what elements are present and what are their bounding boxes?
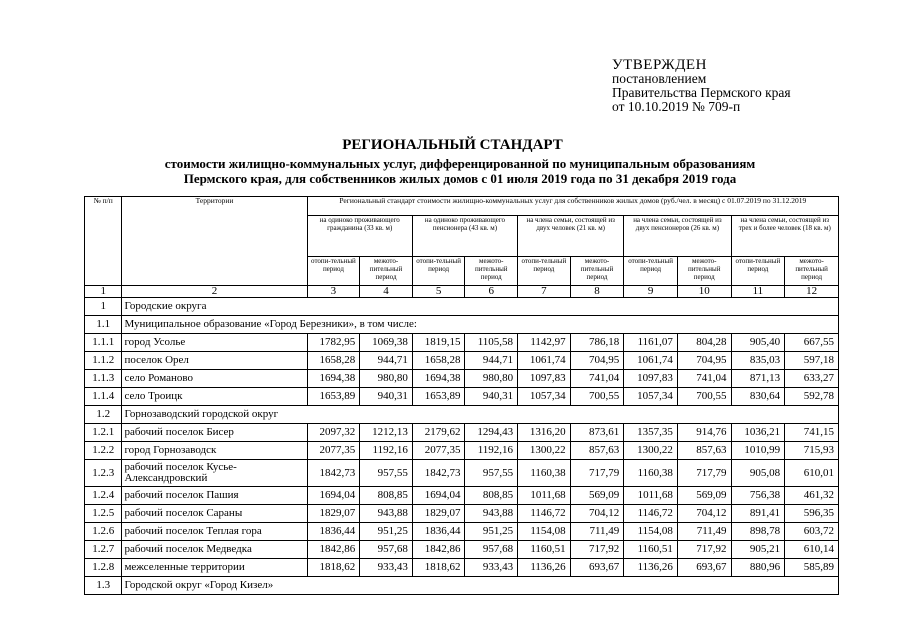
- table-row: [85, 370, 839, 388]
- cost-value: 980,80: [360, 370, 413, 388]
- cost-value: 943,88: [465, 505, 518, 523]
- cost-value: 569,09: [677, 487, 731, 505]
- territory-name: поселок Орел: [122, 352, 307, 370]
- cost-value: 857,63: [677, 442, 731, 460]
- row-number: 1.2.8: [85, 559, 122, 577]
- row-number: 1.1.4: [85, 388, 122, 406]
- cost-value: 1842,73: [412, 460, 465, 487]
- cost-value: 596,35: [785, 505, 839, 523]
- cost-value: 1061,74: [624, 352, 678, 370]
- cost-value: 1192,16: [360, 442, 413, 460]
- table-row: [85, 334, 839, 352]
- cost-value: 1357,35: [624, 424, 678, 442]
- subtitle-line-2: Пермского края, для собственников жилых домов с 01 июля 2019 года по 31 декабря 2019 года: [183, 171, 737, 186]
- row-number: 1.2.7: [85, 541, 122, 559]
- nonheating-period-header: межото-пительный период: [785, 257, 839, 286]
- cost-value: 1836,44: [307, 523, 360, 541]
- cost-value: 871,13: [731, 370, 785, 388]
- territory-name: рабочий поселок Медведка: [122, 541, 307, 559]
- row-number: 1.2.3: [85, 460, 122, 487]
- cost-value: 1842,73: [307, 460, 360, 487]
- row-number: 1: [85, 298, 122, 316]
- cost-value: 891,41: [731, 505, 785, 523]
- cost-value: 1136,26: [518, 559, 571, 577]
- column-number: 3: [307, 286, 360, 298]
- column-number: 9: [624, 286, 678, 298]
- cost-value: 1842,86: [307, 541, 360, 559]
- heating-period-header: отопи-тельный период: [731, 257, 785, 286]
- cost-value: 1154,08: [624, 523, 678, 541]
- cost-value: 1036,21: [731, 424, 785, 442]
- cost-value: 717,92: [570, 541, 624, 559]
- approval-block: [612, 58, 872, 114]
- section-row: [85, 298, 839, 316]
- cost-value: 1160,51: [518, 541, 571, 559]
- cost-value: 2097,32: [307, 424, 360, 442]
- cost-value: 704,12: [677, 505, 731, 523]
- cost-value: 1694,38: [307, 370, 360, 388]
- cost-value: 704,95: [677, 352, 731, 370]
- header-group-1: на одиноко проживающего гражданина (33 кв. м): [307, 216, 412, 257]
- territory-name: Городские округа: [122, 298, 839, 316]
- row-number: 1.2.6: [85, 523, 122, 541]
- cost-value: 2179,62: [412, 424, 465, 442]
- subtitle-line-1: стоимости жилищно-коммунальных услуг, дифференцированной по муниципальным образованиям: [164, 156, 756, 171]
- heating-period-header: отопи-тельный период: [518, 257, 571, 286]
- row-number: 1.2.4: [85, 487, 122, 505]
- cost-value: 1057,34: [624, 388, 678, 406]
- column-number: 2: [122, 286, 307, 298]
- header-group-3: на члена семьи, состоящей из двух человек (21 кв. м): [518, 216, 624, 257]
- cost-value: 808,85: [360, 487, 413, 505]
- cost-value: 933,43: [360, 559, 413, 577]
- cost-value: 786,18: [570, 334, 624, 352]
- cost-value: 1069,38: [360, 334, 413, 352]
- section-row: [85, 577, 839, 595]
- approval-line-3: от 10.10.2019 № 709-п: [612, 99, 741, 114]
- cost-value: 741,15: [785, 424, 839, 442]
- section-row: [85, 406, 839, 424]
- territory-name: рабочий поселок Бисер: [122, 424, 307, 442]
- cost-value: 957,55: [465, 460, 518, 487]
- cost-value: 1300,22: [518, 442, 571, 460]
- row-number: 1.1.3: [85, 370, 122, 388]
- cost-value: 1136,26: [624, 559, 678, 577]
- cost-value: 569,09: [570, 487, 624, 505]
- table-row: [85, 460, 839, 487]
- cost-value: 951,25: [360, 523, 413, 541]
- column-number: 8: [570, 286, 624, 298]
- territory-name: Горнозаводский городской округ: [122, 406, 839, 424]
- table-row: [85, 487, 839, 505]
- cost-value: 756,38: [731, 487, 785, 505]
- header-territory: Территории: [122, 197, 307, 286]
- table-row: [85, 559, 839, 577]
- cost-value: 1836,44: [412, 523, 465, 541]
- document-subtitle: [60, 156, 860, 186]
- section-row: [85, 316, 839, 334]
- heating-period-header: отопи-тельный период: [307, 257, 360, 286]
- row-number: 1.3: [85, 577, 122, 595]
- cost-value: 1818,62: [412, 559, 465, 577]
- cost-value: 2077,35: [412, 442, 465, 460]
- cost-value: 1829,07: [307, 505, 360, 523]
- column-number: 12: [785, 286, 839, 298]
- cost-value: 940,31: [360, 388, 413, 406]
- cost-value: 1694,04: [307, 487, 360, 505]
- cost-value: 951,25: [465, 523, 518, 541]
- column-number: 5: [412, 286, 465, 298]
- cost-value: 1316,20: [518, 424, 571, 442]
- heating-period-header: отопи-тельный период: [412, 257, 465, 286]
- cost-value: 905,40: [731, 334, 785, 352]
- approval-line-1: постановлением: [612, 71, 707, 86]
- territory-name: рабочий поселок Кусье-Александровский: [122, 460, 307, 487]
- row-number: 1.2.2: [85, 442, 122, 460]
- cost-value: 667,55: [785, 334, 839, 352]
- cost-value: 1011,68: [518, 487, 571, 505]
- table-row: [85, 424, 839, 442]
- cost-value: 1154,08: [518, 523, 571, 541]
- header-no: № п/п: [85, 197, 122, 286]
- cost-value: 905,21: [731, 541, 785, 559]
- cost-value: 957,68: [465, 541, 518, 559]
- cost-value: 1819,15: [412, 334, 465, 352]
- row-number: 1.1.2: [85, 352, 122, 370]
- header-group-2: на одиноко проживающего пенсионера (43 кв. м): [412, 216, 517, 257]
- cost-value: 1146,72: [518, 505, 571, 523]
- cost-value: 933,43: [465, 559, 518, 577]
- cost-value: 700,55: [677, 388, 731, 406]
- cost-value: 957,55: [360, 460, 413, 487]
- cost-value: 1161,07: [624, 334, 678, 352]
- cost-value: 944,71: [465, 352, 518, 370]
- table-row: [85, 505, 839, 523]
- nonheating-period-header: межото-пительный период: [677, 257, 731, 286]
- column-number: 11: [731, 286, 785, 298]
- column-number: 7: [518, 286, 571, 298]
- cost-value: 857,63: [570, 442, 624, 460]
- table-row: [85, 388, 839, 406]
- cost-value: 830,64: [731, 388, 785, 406]
- cost-value: 957,68: [360, 541, 413, 559]
- cost-value: 1300,22: [624, 442, 678, 460]
- territory-name: межселенные территории: [122, 559, 307, 577]
- cost-value: 1829,07: [412, 505, 465, 523]
- cost-value: 741,04: [570, 370, 624, 388]
- cost-value: 711,49: [570, 523, 624, 541]
- cost-value: 1011,68: [624, 487, 678, 505]
- cost-value: 944,71: [360, 352, 413, 370]
- cost-value: 1782,95: [307, 334, 360, 352]
- cost-value: 808,85: [465, 487, 518, 505]
- document-title: РЕГИОНАЛЬНЫЙ СТАНДАРТ: [342, 137, 563, 153]
- cost-value: 1653,89: [412, 388, 465, 406]
- cost-value: 2077,35: [307, 442, 360, 460]
- cost-value: 905,08: [731, 460, 785, 487]
- cost-value: 633,27: [785, 370, 839, 388]
- table-row: [85, 352, 839, 370]
- cost-value: 693,67: [677, 559, 731, 577]
- cost-value: 1160,51: [624, 541, 678, 559]
- approval-heading: УТВЕРЖДЕН: [612, 57, 707, 73]
- cost-value: 461,32: [785, 487, 839, 505]
- table-row: [85, 442, 839, 460]
- cost-value: 835,03: [731, 352, 785, 370]
- cost-value: 603,72: [785, 523, 839, 541]
- cost-value: 940,31: [465, 388, 518, 406]
- cost-value: 943,88: [360, 505, 413, 523]
- cost-value: 1653,89: [307, 388, 360, 406]
- territory-name: город Горнозаводск: [122, 442, 307, 460]
- header-standard-group: Региональный стандарт стоимости жилищно-коммунальных услуг для собственников жилых домов (руб./чел. в месяц) с 01.07.2019 по 31.12.2019: [307, 197, 838, 216]
- cost-value: 610,01: [785, 460, 839, 487]
- territory-name: рабочий поселок Сараны: [122, 505, 307, 523]
- territory-name: Муниципальное образование «Город Березники», в том числе:: [122, 316, 839, 334]
- cost-value: 873,61: [570, 424, 624, 442]
- cost-value: 1142,97: [518, 334, 571, 352]
- territory-name: Городской округ «Город Кизел»: [122, 577, 839, 595]
- row-number: 1.1.1: [85, 334, 122, 352]
- cost-value: 1694,38: [412, 370, 465, 388]
- nonheating-period-header: межото-пительный период: [465, 257, 518, 286]
- cost-value: 898,78: [731, 523, 785, 541]
- cost-value: 980,80: [465, 370, 518, 388]
- cost-value: 597,18: [785, 352, 839, 370]
- cost-value: 1212,13: [360, 424, 413, 442]
- column-number: 6: [465, 286, 518, 298]
- heating-period-header: отопи-тельный период: [624, 257, 678, 286]
- column-number: 4: [360, 286, 413, 298]
- cost-value: 585,89: [785, 559, 839, 577]
- cost-value: 693,67: [570, 559, 624, 577]
- row-number: 1.2.1: [85, 424, 122, 442]
- cost-value: 717,92: [677, 541, 731, 559]
- column-number: 10: [677, 286, 731, 298]
- cost-value: 717,79: [570, 460, 624, 487]
- territory-name: село Романово: [122, 370, 307, 388]
- cost-value: 1057,34: [518, 388, 571, 406]
- cost-value: 1160,38: [624, 460, 678, 487]
- cost-value: 1818,62: [307, 559, 360, 577]
- territory-name: рабочий поселок Теплая гора: [122, 523, 307, 541]
- cost-value: 880,96: [731, 559, 785, 577]
- cost-value: 1105,58: [465, 334, 518, 352]
- row-number: 1.2.5: [85, 505, 122, 523]
- cost-value: 804,28: [677, 334, 731, 352]
- column-number: 1: [85, 286, 122, 298]
- cost-value: 1097,83: [518, 370, 571, 388]
- cost-value: 741,04: [677, 370, 731, 388]
- cost-value: 1097,83: [624, 370, 678, 388]
- cost-value: 1061,74: [518, 352, 571, 370]
- header-group-5: на члена семьи, состоящей из трех и более человек (18 кв. м): [731, 216, 838, 257]
- cost-value: 1010,99: [731, 442, 785, 460]
- approval-line-2: Правительства Пермского края: [612, 85, 791, 100]
- cost-value: 704,95: [570, 352, 624, 370]
- cost-value: 1192,16: [465, 442, 518, 460]
- cost-value: 610,14: [785, 541, 839, 559]
- row-number: 1.1: [85, 316, 122, 334]
- header-group-4: на члена семьи, состоящей из двух пенсионеров (26 кв. м): [624, 216, 731, 257]
- cost-value: 1294,43: [465, 424, 518, 442]
- standard-table: [84, 196, 839, 595]
- cost-value: 1658,28: [307, 352, 360, 370]
- cost-value: 1146,72: [624, 505, 678, 523]
- nonheating-period-header: межото-пительный период: [570, 257, 624, 286]
- cost-value: 711,49: [677, 523, 731, 541]
- territory-name: город Усолье: [122, 334, 307, 352]
- cost-value: 715,93: [785, 442, 839, 460]
- table-row: [85, 541, 839, 559]
- cost-value: 704,12: [570, 505, 624, 523]
- cost-value: 717,79: [677, 460, 731, 487]
- territory-name: село Троицк: [122, 388, 307, 406]
- cost-value: 592,78: [785, 388, 839, 406]
- cost-value: 1842,86: [412, 541, 465, 559]
- cost-value: 700,55: [570, 388, 624, 406]
- cost-value: 1694,04: [412, 487, 465, 505]
- table-row: [85, 523, 839, 541]
- cost-value: 1160,38: [518, 460, 571, 487]
- cost-value: 1658,28: [412, 352, 465, 370]
- row-number: 1.2: [85, 406, 122, 424]
- nonheating-period-header: межото-пительный период: [360, 257, 413, 286]
- cost-value: 914,76: [677, 424, 731, 442]
- territory-name: рабочий поселок Пашия: [122, 487, 307, 505]
